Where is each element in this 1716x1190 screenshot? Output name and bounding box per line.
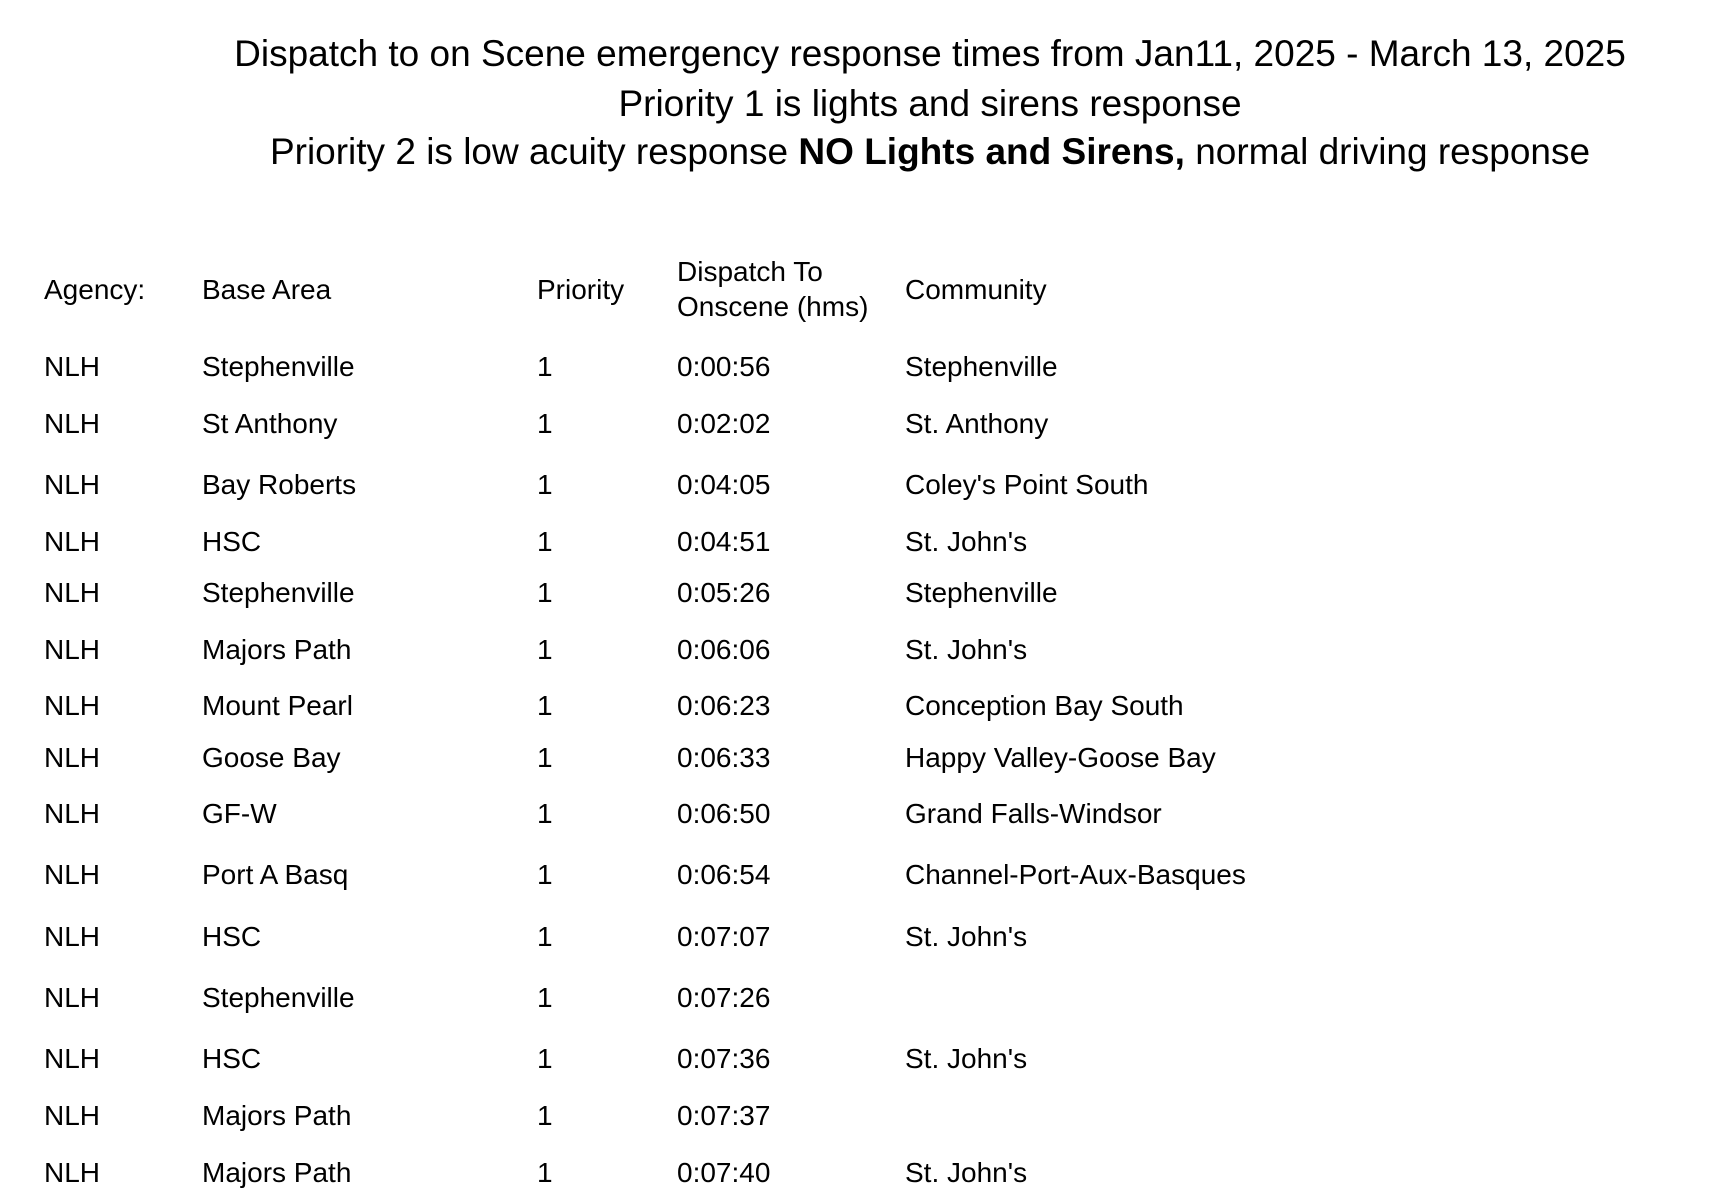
cell-community: Grand Falls-Windsor bbox=[905, 798, 1162, 829]
header-priority-1-note: Priority 1 is lights and sirens response bbox=[618, 83, 1242, 124]
column-header-dispatch-time-line2: Onscene (hms) bbox=[677, 291, 869, 322]
cell-community: Channel-Port-Aux-Basques bbox=[905, 859, 1246, 890]
cell-dispatch-time: 0:07:36 bbox=[677, 1043, 771, 1074]
cell-dispatch-time: 0:06:54 bbox=[677, 859, 771, 890]
cell-agency: NLH bbox=[44, 798, 101, 829]
cell-dispatch-time: 0:06:50 bbox=[677, 798, 771, 829]
cell-base-area: HSC bbox=[202, 526, 262, 557]
cell-agency: NLH bbox=[44, 577, 101, 608]
cell-agency: NLH bbox=[44, 742, 101, 773]
cell-agency: NLH bbox=[44, 408, 101, 439]
header-title: Dispatch to on Scene emergency response times from Jan11, 2025 - March 13, 2025 bbox=[234, 33, 1626, 74]
cell-agency: NLH bbox=[44, 1043, 101, 1074]
cell-priority: 1 bbox=[537, 859, 553, 890]
cell-dispatch-time: 0:06:06 bbox=[677, 634, 771, 665]
cell-community: Conception Bay South bbox=[905, 690, 1184, 721]
cell-base-area: St Anthony bbox=[202, 408, 338, 439]
cell-community: St. John's bbox=[905, 1157, 1028, 1188]
cell-agency: NLH bbox=[44, 1157, 101, 1188]
cell-dispatch-time: 0:07:07 bbox=[677, 921, 771, 952]
cell-agency: NLH bbox=[44, 859, 101, 890]
cell-community: St. John's bbox=[905, 921, 1028, 952]
cell-priority: 1 bbox=[537, 577, 553, 608]
cell-priority: 1 bbox=[537, 982, 553, 1013]
cell-priority: 1 bbox=[537, 351, 553, 382]
cell-agency: NLH bbox=[44, 351, 101, 382]
cell-agency: NLH bbox=[44, 1100, 101, 1131]
column-header-dispatch-time bbox=[677, 254, 868, 324]
cell-base-area: Stephenville bbox=[202, 577, 355, 608]
cell-dispatch-time: 0:06:23 bbox=[677, 690, 771, 721]
cell-community: Stephenville bbox=[905, 351, 1058, 382]
cell-priority: 1 bbox=[537, 921, 553, 952]
cell-base-area: Majors Path bbox=[202, 1100, 352, 1131]
cell-base-area: Port A Basq bbox=[202, 859, 349, 890]
cell-base-area: Goose Bay bbox=[202, 742, 341, 773]
cell-community: St. John's bbox=[905, 526, 1028, 557]
cell-base-area: Majors Path bbox=[202, 1157, 352, 1188]
cell-dispatch-time: 0:07:26 bbox=[677, 982, 771, 1013]
cell-community: St. Anthony bbox=[905, 408, 1049, 439]
cell-priority: 1 bbox=[537, 1043, 553, 1074]
cell-priority: 1 bbox=[537, 526, 553, 557]
cell-base-area: HSC bbox=[202, 921, 262, 952]
cell-agency: NLH bbox=[44, 469, 101, 500]
cell-agency: NLH bbox=[44, 982, 101, 1013]
cell-priority: 1 bbox=[537, 408, 553, 439]
cell-base-area: Stephenville bbox=[202, 351, 355, 382]
cell-base-area: Bay Roberts bbox=[202, 469, 357, 500]
cell-community: St. John's bbox=[905, 634, 1028, 665]
column-header-agency: Agency: bbox=[44, 274, 146, 305]
cell-agency: NLH bbox=[44, 526, 101, 557]
cell-agency: NLH bbox=[44, 690, 101, 721]
cell-base-area: HSC bbox=[202, 1043, 262, 1074]
cell-priority: 1 bbox=[537, 690, 553, 721]
cell-dispatch-time: 0:00:56 bbox=[677, 351, 771, 382]
cell-dispatch-time: 0:04:51 bbox=[677, 526, 771, 557]
column-header-priority: Priority bbox=[537, 274, 625, 305]
priority-2-note-tail: normal driving response bbox=[1184, 131, 1591, 172]
cell-base-area: Majors Path bbox=[202, 634, 352, 665]
cell-agency: NLH bbox=[44, 921, 101, 952]
cell-base-area: Mount Pearl bbox=[202, 690, 353, 721]
cell-priority: 1 bbox=[537, 634, 553, 665]
cell-priority: 1 bbox=[537, 469, 553, 500]
cell-dispatch-time: 0:02:02 bbox=[677, 408, 771, 439]
cell-dispatch-time: 0:04:05 bbox=[677, 469, 771, 500]
cell-base-area: GF-W bbox=[202, 798, 277, 829]
cell-priority: 1 bbox=[537, 798, 553, 829]
cell-dispatch-time: 0:05:26 bbox=[677, 577, 771, 608]
cell-community: Coley's Point South bbox=[905, 469, 1149, 500]
cell-community: Happy Valley-Goose Bay bbox=[905, 742, 1216, 773]
cell-agency: NLH bbox=[44, 634, 101, 665]
cell-community: St. John's bbox=[905, 1043, 1028, 1074]
column-header-community: Community bbox=[905, 274, 1047, 305]
cell-priority: 1 bbox=[537, 742, 553, 773]
cell-dispatch-time: 0:06:33 bbox=[677, 742, 771, 773]
cell-community: Stephenville bbox=[905, 577, 1058, 608]
header-priority-2-note bbox=[180, 128, 1680, 176]
column-header-dispatch-time-line1: Dispatch To bbox=[677, 256, 823, 287]
cell-priority: 1 bbox=[537, 1157, 553, 1188]
priority-2-note-text: Priority 2 is low acuity response bbox=[269, 131, 799, 172]
cell-dispatch-time: 0:07:37 bbox=[677, 1100, 771, 1131]
column-header-base-area: Base Area bbox=[202, 274, 332, 305]
priority-2-note-emphasis: NO Lights and Sirens, bbox=[798, 131, 1185, 172]
cell-base-area: Stephenville bbox=[202, 982, 355, 1013]
cell-dispatch-time: 0:07:40 bbox=[677, 1157, 771, 1188]
cell-priority: 1 bbox=[537, 1100, 553, 1131]
